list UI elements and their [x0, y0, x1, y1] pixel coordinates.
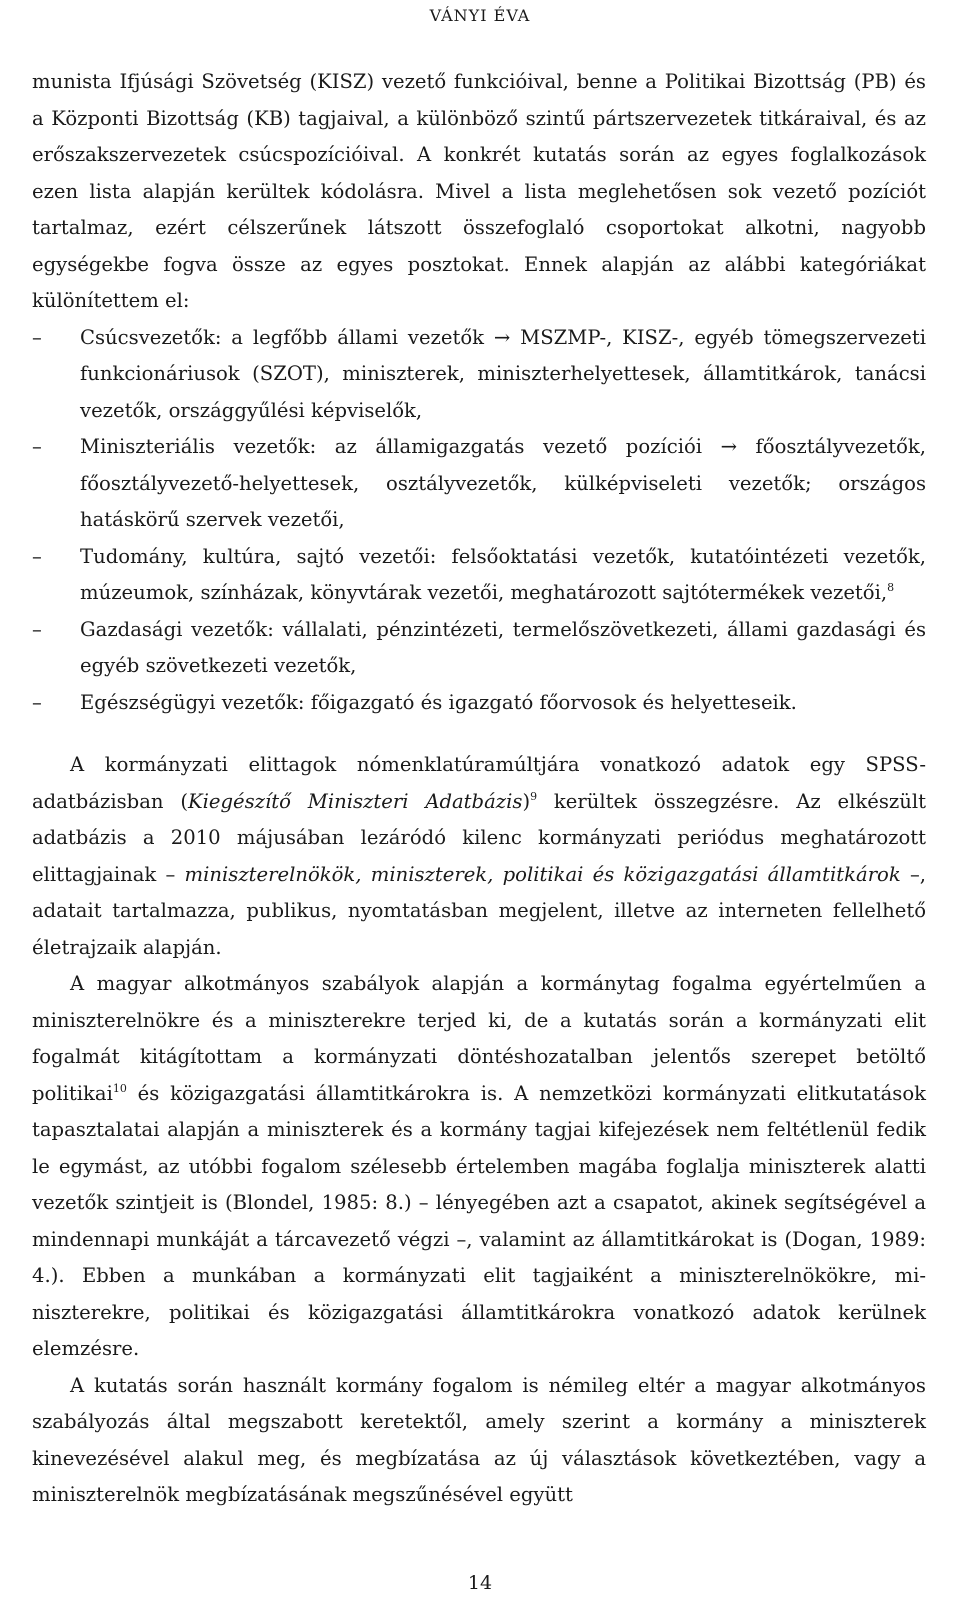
footnote-marker: 10: [112, 1081, 127, 1095]
section-spacer: [32, 721, 926, 747]
text-run: A magyar alkotmányos szabályok alapján a kormánytag fogalma egyértelműen a miniszterelnökre és a miniszterekre terjed ki, de a kutatás során a kormányzati elit fogalmát kitágítottam a kormányzati döntéshozatalban jelentős szerepet betöltő politikai: [32, 972, 926, 1105]
body-paragraph: [32, 966, 926, 1368]
list-dash: –: [32, 435, 42, 458]
category-item: [32, 612, 926, 685]
list-dash: –: [32, 690, 42, 714]
running-header: VÁNYI ÉVA: [429, 6, 531, 25]
list-dash: –: [32, 325, 42, 349]
page-number: 14: [467, 1572, 493, 1594]
footnote-marker: 9: [530, 789, 538, 803]
italic-text: Kiegészítő Miniszteri Adatbázis: [187, 789, 523, 813]
category-item: [32, 320, 926, 430]
footnote-marker: 8: [887, 581, 895, 594]
category-text: Tudomány, kultúra, sajtó vezetői: felsőoktatási vezetők, kutatóintézeti vezetők, múzeumok, színházak, könyvtárak vezetői, meghatározott sajtótermékek vezetői,: [80, 544, 926, 604]
category-list: [32, 320, 926, 722]
intro-paragraph: munista Ifjúsági Szövetség (KISZ) vezető funkcióival, benne a Politikai Bizottság (PB) és a Központi Bizottság (KB) tagjaival, a különböző szintű pártszervezetek titkáraival, és az erőszakszervezetek csúcspozícióival. A konkrét kutatás során az egyes foglalkozások ezen lista alapján kerültek kódolásra. Mivel a lista meglehetősen sok vezető pozíciót tartalmaz, ezért célszerűnek látszott összefoglaló csoportokat alkotni, nagyobb egységekbe fogva össze az egyes posztokat. Ennek alapján az alábbi kategóriákat különítettem el:: [32, 70, 926, 312]
text-run: és közigazgatási államtitkárokra is. A nemzetközi kormányzati elitkutatások tapasztalatai alapján a miniszterek és a kormány tagjai kifejezések nem feltétlenül fedik le egymást, az utóbbi fogalom szélesebb értelemben magába foglalja miniszterek alatti vezetők szintjeit is (Blondel, 1985: 8.) – lényegében azt a csapatot, akinek segítségével a mindennapi munkáját a tárcavezető végzi –, valamint az államtitkárokat is (Dogan, 1989: 4.). Ebben a munkában a kormányzati elit tagjaiként a miniszterelnökökre, miniszterekre, politikai és közigazgatási államtitkárokra vonatkozó adatok kerülnek elemzésre.: [32, 1081, 926, 1360]
body-paragraph: A kutatás során használt kormány fogalom is némileg eltér a magyar alkotmányos szabályozás által megszabott keretektől, amely szerint a kormány a miniszterek kinevezésével alakul meg, és megbízatása az új választások következtében, vagy a miniszterelnök megbízatásának megszűnésével együtt: [32, 1373, 926, 1506]
list-dash: –: [32, 617, 42, 641]
category-text: Egészségügyi vezetők: főigazgató és igazgató főorvosok és helyetteseik.: [80, 690, 797, 714]
category-text: Gazdasági vezetők: vállalati, pénzintézeti, termelőszövetkezeti, állami gazdasági és egyéb szövetkezeti vezetők,: [80, 617, 926, 677]
text-run: ): [522, 789, 531, 813]
category-text: Csúcsvezetők: a legfőbb állami vezetők → MSZMP-, KISZ-, egyéb tömegszervezeti funkcionáriusok (SZOT), miniszterek, miniszterhelyettesek, államtitkárok, tanácsi vezetők, országgyűlési képviselők,: [80, 325, 926, 422]
body-paragraph: [32, 747, 926, 966]
text-run: –, adatait tartalmazza, publikus, nyomtatásban megjelent, illetve az interneten fellelhető életrajzaik alapján.: [32, 862, 926, 959]
text-run: A kormányzati elittagok nómenklatúramúltjára vonatkozó adatok egy SPSS-adatbázisban (: [32, 753, 926, 813]
category-text: Miniszteriális vezetők: az államigazgatás vezető pozíciói → főosztályvezetők, főosztályvezető-helyettesek, osztályvezetők, külképviseleti vezetők; országos hatáskörű szervek vezetői,: [80, 435, 926, 531]
category-item: [32, 539, 926, 612]
text-run: kerültek összegzésre. Az elkészült adatbázis a 2010 májusában lezáródó kilenc kormányzati periódus meghatározott elittagjainak –: [32, 789, 926, 886]
category-item: [32, 429, 926, 539]
list-dash: –: [32, 544, 42, 568]
category-item: [32, 685, 926, 722]
italic-text: miniszterelnökök, miniszterek, politikai és közigazgatási államtitkárok: [184, 862, 901, 886]
page-body: [32, 64, 926, 1514]
